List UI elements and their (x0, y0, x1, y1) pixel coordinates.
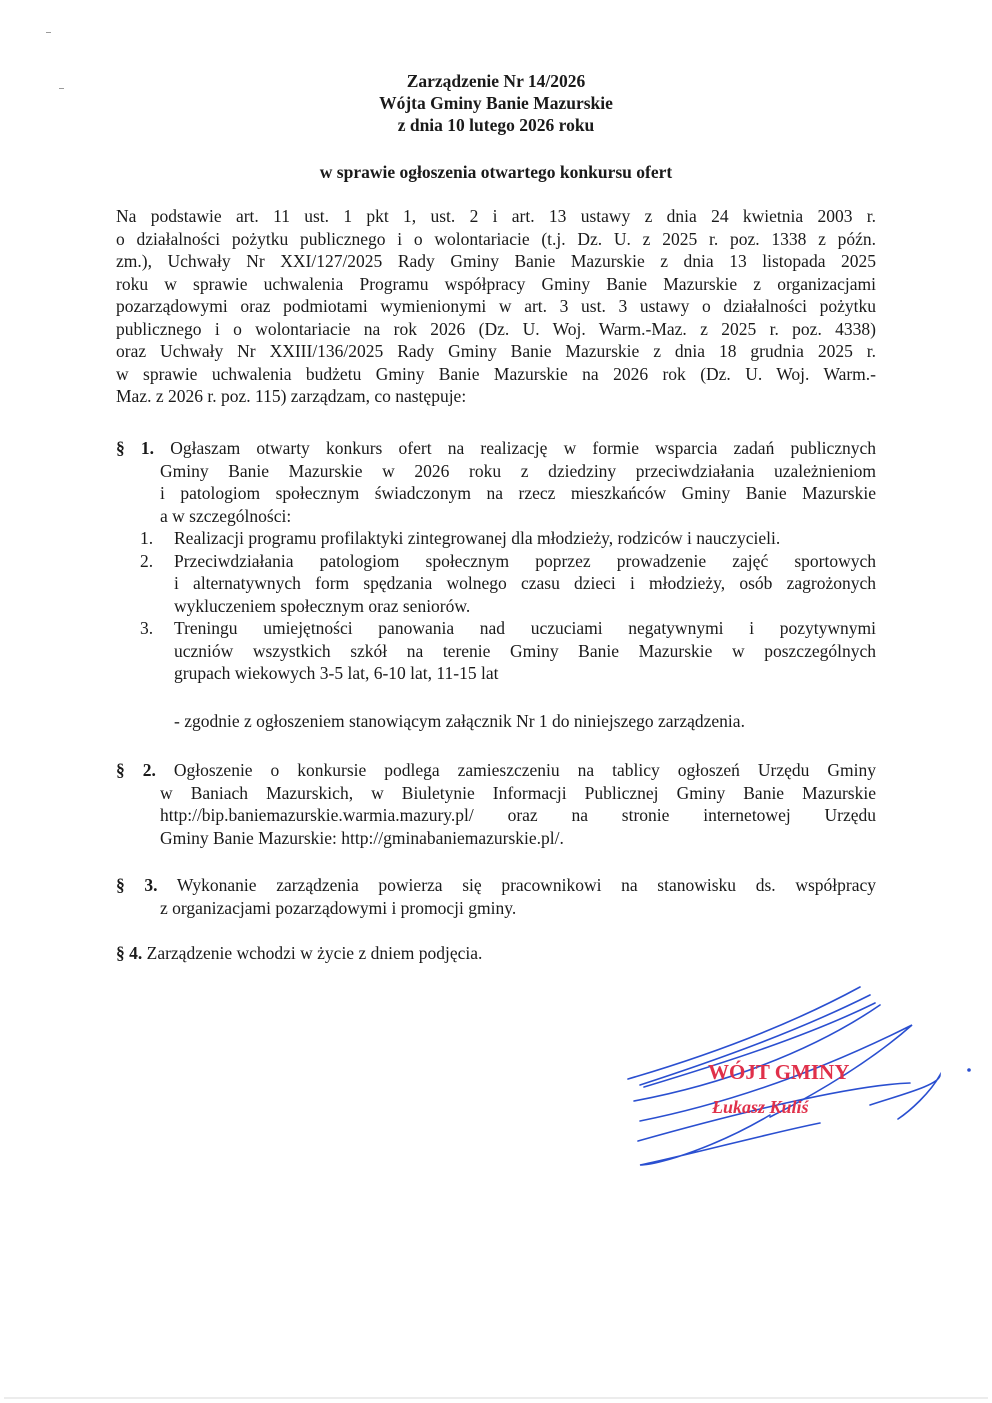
section-text: w Baniach Mazurskich, w Biuletynie Informacji Publicznej Gminy Banie Mazurskie (160, 782, 876, 803)
preamble-line: publicznego i o wolontariacie na rok 2026 (Dz. U. Woj. Warm.-Maz. z 2025 r. poz. 4338) (116, 318, 876, 339)
preamble-line: Na podstawie art. 11 ust. 1 pkt 1, ust. 2 i art. 13 ustawy z dnia 24 kwietnia 2003 r. (116, 206, 876, 226)
preamble-line: Maz. z 2026 r. poz. 115) zarządzam, co następuje: (116, 386, 467, 406)
list-text: wykluczeniem społecznym oraz seniorów. (174, 595, 471, 616)
section-text: i patologiom społecznym świadczonym na rzecz mieszkańców Gminy Banie Mazurskie (160, 483, 876, 503)
section-1 (116, 437, 876, 685)
document-header (0, 70, 992, 136)
section-text: Ogłoszenie o konkursie podlega zamieszczeniu na tablicy ogłoszeń Urzędu Gminy (173, 760, 877, 780)
stamp-name: Łukasz Kuliś (712, 1097, 809, 1117)
list-text: uczniów wszystkich szkół na terenie Gminy Banie Mazurskie w poszczególnych (174, 640, 876, 661)
preamble-line: pozarządowymi oraz podmiotami wymienionymi w art. 3 ust. 3 ustawy o działalności pożytku (116, 296, 876, 316)
preamble-line: zm.), Uchwały Nr XXI/127/2025 Rady Gminy Banie Mazurskie z dnia 13 listopada 2025 (116, 251, 876, 271)
section-4 (116, 942, 876, 965)
list-text: Realizacji programu profilaktyki zintegrowanej dla młodzieży, rodziców i nauczycieli. (174, 528, 781, 548)
list-text: i alternatywnych form spędzania wolnego czasu dzieci i młodzieży, osób zagrożonych (174, 573, 876, 593)
section-2 (116, 759, 876, 849)
section-text: Gminy Banie Mazurskie w 2026 roku z dziedziny przeciwdziałania uzależnieniom (160, 460, 876, 481)
section-mark: § 2. (116, 760, 156, 780)
signature-block (620, 975, 980, 1185)
section-text: http://bip.baniemazurskie.warmia.mazury.pl/ oraz na stronie internetowej Urzędu (160, 805, 876, 825)
ordinance-date: z dnia 10 lutego 2026 roku (397, 115, 595, 135)
section-mark: § 4. (116, 943, 143, 963)
issuing-authority: Wójta Gminy Banie Mazurskie (379, 93, 613, 113)
section-text: Wykonanie zarządzenia powierza się pracownikowi na stanowisku ds. współpracy (176, 875, 876, 895)
scan-artifact (46, 32, 51, 33)
ink-dot (967, 1068, 971, 1072)
section-mark: § 3. (116, 875, 158, 895)
preamble (116, 205, 876, 408)
annex-note: - zgodnie z ogłoszeniem stanowiącym załącznik Nr 1 do niniejszego zarządzenia. (174, 711, 745, 731)
list-text: grupach wiekowych 3-5 lat, 6-10 lat, 11-15 lat (174, 663, 499, 683)
section-text: Zarządzenie wchodzi w życie z dniem podjęcia. (146, 943, 483, 963)
list-item (116, 617, 876, 685)
list-number: 3. (140, 618, 154, 638)
section-3 (116, 874, 876, 919)
preamble-line: w sprawie uchwalenia budżetu Gminy Banie Mazurskie na 2026 rok (Dz. U. Woj. Warm.- (116, 363, 876, 384)
preamble-line: oraz Uchwały Nr XXIII/136/2025 Rady Gminy Banie Mazurskie z dnia 18 grudnia 2025 r. (116, 341, 876, 361)
list-number: 2. (140, 550, 154, 571)
list-item (116, 550, 876, 618)
list-item (116, 527, 876, 550)
section-text: Gminy Banie Mazurskie: http://gminabaniemazurskie.pl/. (160, 827, 564, 848)
list-number: 1. (140, 528, 154, 548)
list-text: Treningu umiejętności panowania nad uczuciami negatywnymi i pozytywnymi (174, 618, 876, 638)
section-text: a w szczególności: (160, 505, 292, 526)
ordinance-subject: w sprawie ogłoszenia otwartego konkursu ofert (319, 162, 673, 182)
section-mark: § 1. (116, 438, 155, 458)
stamp-title: WÓJT GMINY (708, 1060, 850, 1084)
ordinance-number: Zarządzenie Nr 14/2026 (406, 71, 586, 91)
section-text: Ogłaszam otwarty konkurs ofert na realizację w formie wsparcia zadań publicznych (170, 438, 877, 458)
preamble-line: roku w sprawie uchwalenia Programu współpracy Gminy Banie Mazurskie z organizacjami (116, 273, 876, 294)
list-text: Przeciwdziałania patologiom społecznym poprzez prowadzenie zajęć sportowych (174, 550, 876, 571)
preamble-line: o działalności pożytku publicznego i o wolontariacie (t.j. Dz. U. z 2025 r. poz. 1338 z późn. (116, 228, 876, 249)
page-edge (4, 1397, 988, 1399)
section-text: z organizacjami pozarządowymi i promocji gminy. (160, 897, 517, 918)
